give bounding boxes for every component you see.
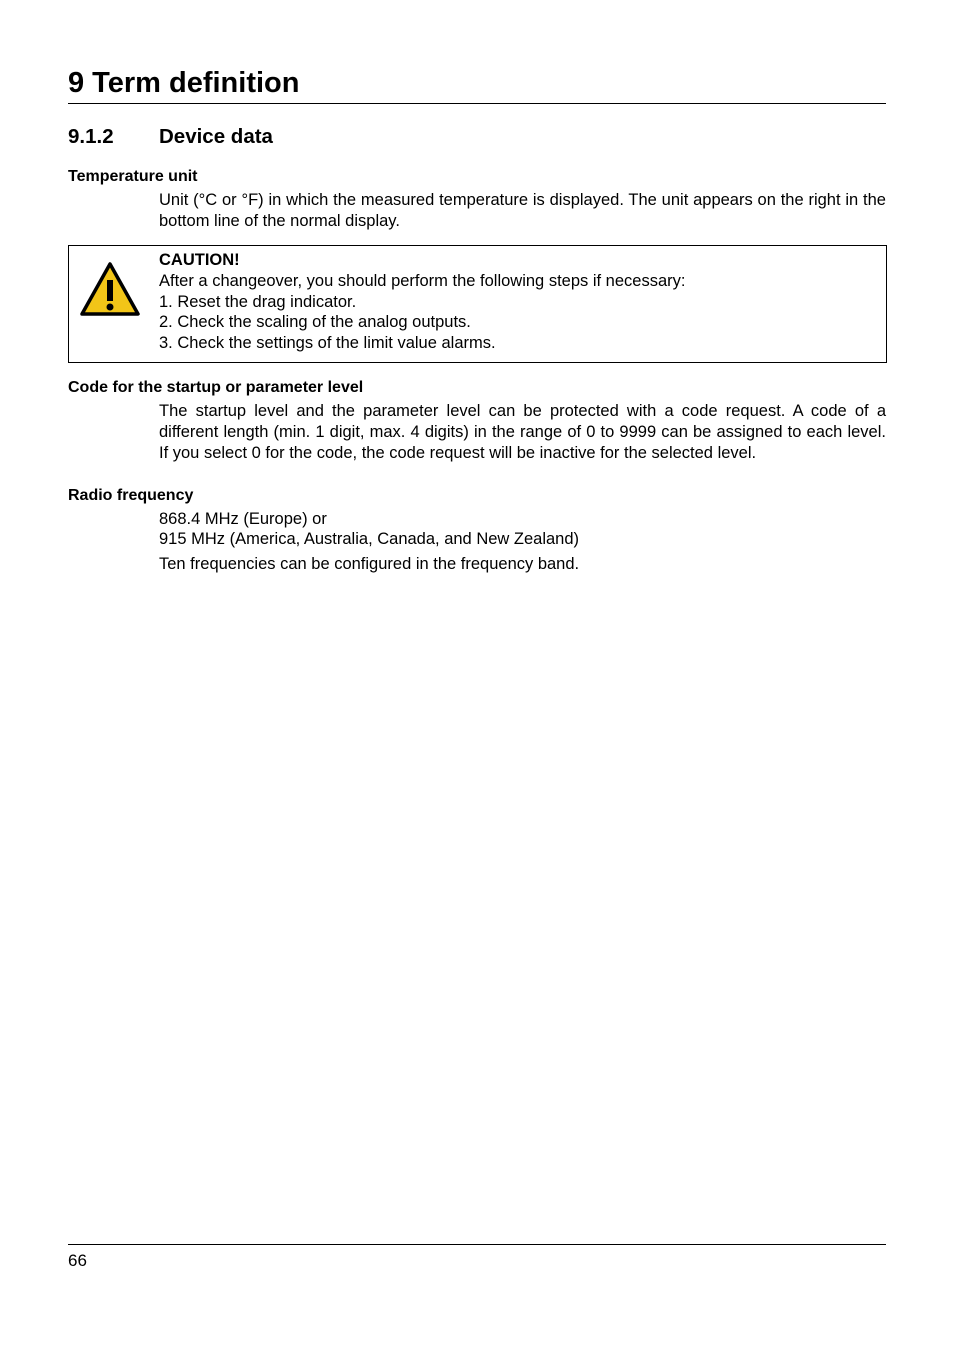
section-heading	[68, 124, 273, 150]
term-line-radio-europe: 868.4 MHz (Europe) or	[159, 510, 327, 528]
section-number: 9.1.2	[68, 125, 114, 148]
term-heading-radio-frequency: Radio frequency	[68, 487, 194, 504]
caution-content	[159, 250, 859, 354]
section-title: Device data	[159, 125, 273, 148]
term-line-radio-band: Ten frequencies can be configured in the frequency band.	[159, 555, 580, 573]
caution-title: CAUTION!	[159, 251, 240, 269]
warning-triangle-icon	[79, 261, 141, 317]
caution-intro: After a changeover, you should perform the following steps if necessary:	[159, 271, 686, 290]
term-text-code: The startup level and the parameter level can be protected with a code request. A code of a different length (min. 1 digit, max. 4 digits) in the range of 0 to 9999 can be assigned to each level. If you select 0 for the code, the code request will be inactive for the selected level.	[159, 402, 886, 462]
term-heading-temperature-unit: Temperature unit	[68, 168, 198, 185]
term-text-temperature-unit: Unit (°C or °F) in which the measured temperature is displayed. The unit appears on the right in the bottom line of the normal display.	[159, 191, 886, 230]
term-line-radio-america: 915 MHz (America, Australia, Canada, and New Zealand)	[159, 530, 580, 548]
caution-step: 2. Check the scaling of the analog outputs.	[159, 313, 471, 332]
footer-divider	[68, 1244, 886, 1245]
term-heading-code: Code for the startup or parameter level	[68, 379, 364, 396]
caution-box	[68, 245, 887, 363]
caution-step: 1. Reset the drag indicator.	[159, 292, 357, 311]
caution-step: 3. Check the settings of the limit value alarms.	[159, 334, 496, 353]
page-number: 66	[68, 1251, 87, 1270]
chapter-title: 9 Term definition	[68, 64, 886, 104]
